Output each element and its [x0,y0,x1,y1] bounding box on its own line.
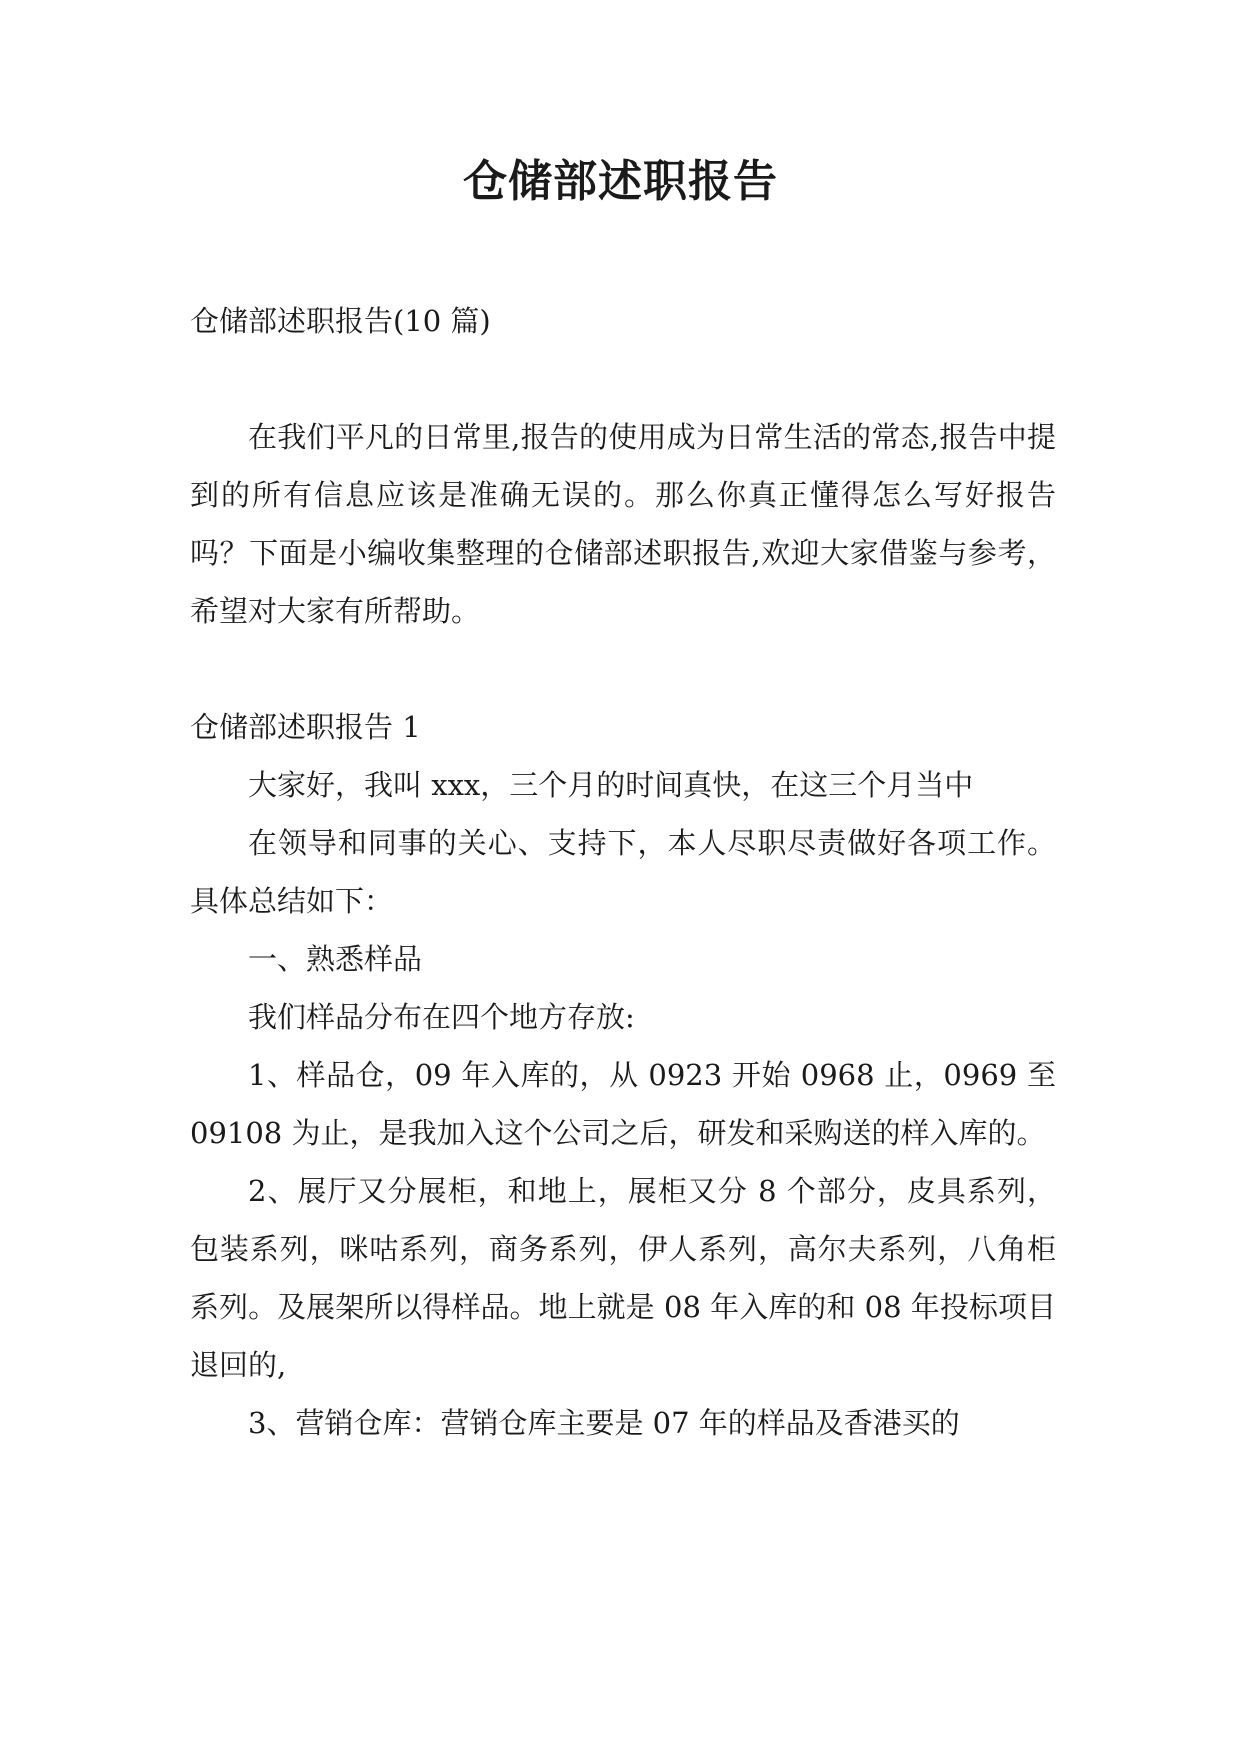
subtitle-paragraph: 仓储部述职报告(10 篇) [190,304,491,338]
section-heading: 仓储部述职报告 1 [190,710,421,744]
spacer [190,640,1056,698]
body-paragraph: 我们样品分布在四个地方存放: [248,1000,635,1034]
body-paragraph: 大家好，我叫 xxx，三个月的时间真快，在这三个月当中 [248,768,974,802]
list-paragraph: 1、样品仓，09 年入库的，从 0923 开始 0968 止，0969 至 09108 为止，是我加入这个公司之后，研发和采购送的样入库的。 [190,1058,1056,1150]
intro-paragraph: 在我们平凡的日常里,报告的使用成为日常生活的常态,报告中提到的所有信息应该是准确无误的。那么你真正懂得怎么写好报告吗？下面是小编收集整理的仓储部述职报告,欢迎大家借鉴与参考，希望对大家有所帮助。 [190,420,1056,628]
spacer [190,350,1056,408]
document-body [190,292,1056,1452]
list-paragraph: 3、营销仓库：营销仓库主要是 07 年的样品及香港买的 [248,1406,960,1440]
body-paragraph: 在领导和同事的关心、支持下，本人尽职尽责做好各项工作。具体总结如下： [190,826,1056,918]
list-paragraph: 2、展厅又分展柜，和地上，展柜又分 8 个部分，皮具系列，包装系列，咪咕系列，商务系列，伊人系列，高尔夫系列，八角柜系列。及展架所以得样品。地上就是 08 年入库的和 08 年投标项目退回的, [190,1174,1056,1382]
document-title: 仓储部述职报告 [463,156,778,207]
subheading-paragraph: 一、熟悉样品 [248,942,423,976]
